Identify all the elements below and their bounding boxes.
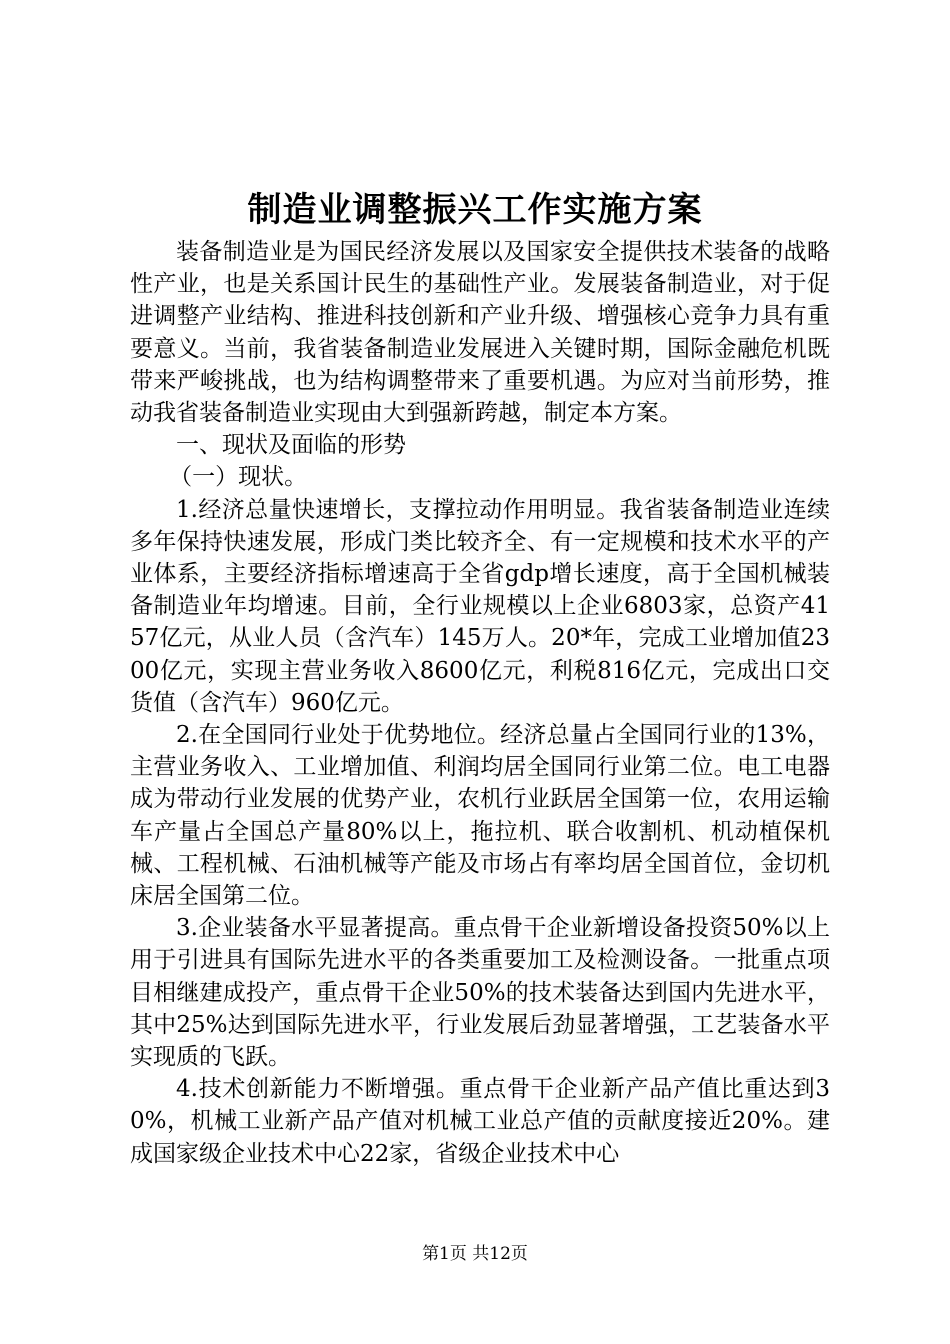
- paragraph-item-1: 1.经济总量快速增长，支撑拉动作用明显。我省装备制造业连续多年保持快速发展，形成门类比较齐全、有一定规模和技术水平的产业体系，主要经济指标增速高于全省gdp增长速度，高于全国机械装备制造业年均增速。目前，全行业规模以上企业6803家，总资产4157亿元，从业人员（含汽车）145万人。20*年，完成工业增加值2300亿元，实现主营业务收入8600亿元，利税816亿元，完成出口交货值（含汽车）960亿元。: [130, 496, 830, 716]
- subsection-heading: （一）现状。: [169, 464, 308, 491]
- page-title: 制造业调整振兴工作实施方案: [247, 190, 703, 230]
- paragraph-item-2: 2.在全国同行业处于优势地位。经济总量占全国同行业的13%，主营业务收入、工业增加值、利润均居全国同行业第二位。电工电器成为带动行业发展的优势产业，农机行业跃居全国第一位，农用运输车产量占全国总产量80%以上，拖拉机、联合收割机、机动植保机械、工程机械、石油机械等产能及市场占有率均居全国首位，金切机床居全国第二位。: [130, 722, 830, 910]
- paragraph-intro: 装备制造业是为国民经济发展以及国家安全提供技术装备的战略性产业，也是关系国计民生的基础性产业。发展装备制造业，对于促进调整产业结构、推进科技创新和产业升级、增强核心竞争力具有重要意义。当前，我省装备制造业发展进入关键时期，国际金融危机既带来严峻挑战，也为结构调整带来了重要机遇。为应对当前形势，推动我省装备制造业实现由大到强新跨越，制定本方案。: [130, 239, 830, 427]
- document-body: [130, 236, 830, 1170]
- section-heading: 一、现状及面临的形势: [176, 432, 406, 459]
- page-footer: 第1页 共12页: [422, 1244, 528, 1264]
- paragraph-item-4: 4.技术创新能力不断增强。重点骨干企业新产品产值比重达到30%，机械工业新产品产值对机械工业总产值的贡献度接近20%。建成国家级企业技术中心22家，省级企业技术中心: [130, 1076, 830, 1167]
- paragraph-item-3: 3.企业装备水平显著提高。重点骨干企业新增设备投资50%以上用于引进具有国际先进水平的各类重要加工及检测设备。一批重点项目相继建成投产，重点骨干企业50%的技术装备达到国内先进水平，其中25%达到国际先进水平，行业发展后劲显著增强，工艺装备水平实现质的飞跃。: [130, 915, 830, 1071]
